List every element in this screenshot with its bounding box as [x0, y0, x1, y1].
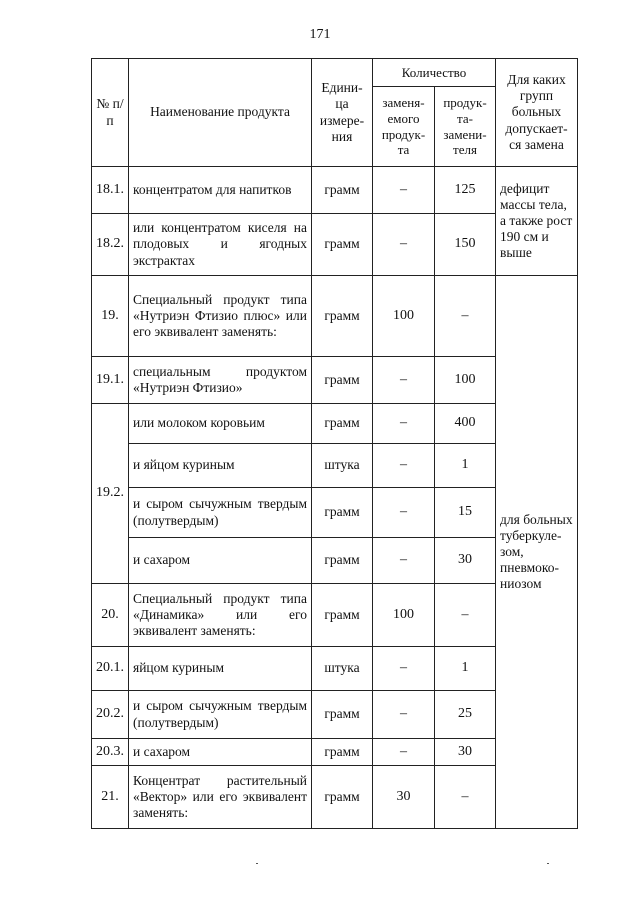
- row-num: 19.: [92, 276, 129, 357]
- row-name: концентратом для напитков: [129, 167, 312, 214]
- row-unit: грамм: [312, 357, 373, 404]
- row-unit: грамм: [312, 584, 373, 647]
- row-replacement: 1: [435, 444, 496, 488]
- row-name: или молоком коровьим: [129, 404, 312, 444]
- row-name: Специальный продукт типа «Динамика» или его эквивалент заменять:: [129, 584, 312, 647]
- row-name: и сыром сычужным твердым (полутвердым): [129, 691, 312, 739]
- row-replacement: 125: [435, 167, 496, 214]
- row-replacement: 30: [435, 739, 496, 766]
- header-replacement: продук- та- замени- теля: [435, 87, 496, 167]
- header-groups: Для каких групп больных допускает- ся замена: [496, 59, 578, 167]
- row-replacement: 15: [435, 488, 496, 538]
- row-replaced: 100: [373, 584, 435, 647]
- row-replaced: –: [373, 691, 435, 739]
- row-unit: штука: [312, 647, 373, 691]
- table-row: [92, 276, 578, 357]
- row-replacement: –: [435, 584, 496, 647]
- row-num: 19.1.: [92, 357, 129, 404]
- header-unit: Едини- ца измере- ния: [312, 59, 373, 167]
- header-num: № п/п: [92, 59, 129, 167]
- row-unit: грамм: [312, 276, 373, 357]
- row-unit: грамм: [312, 404, 373, 444]
- row-replaced: –: [373, 647, 435, 691]
- row-name: и сыром сычужным твердым (полутвердым): [129, 488, 312, 538]
- row-replaced: –: [373, 357, 435, 404]
- header-replaced: заменя- емого продук- та: [373, 87, 435, 167]
- row-num: 20.3.: [92, 739, 129, 766]
- row-unit: грамм: [312, 214, 373, 276]
- row-replacement: 1: [435, 647, 496, 691]
- row-replacement: 400: [435, 404, 496, 444]
- row-name: или концентратом киселя на плодовых и ягодных экстрактах: [129, 214, 312, 276]
- row-replaced: –: [373, 488, 435, 538]
- row-replaced: –: [373, 538, 435, 584]
- row-unit: грамм: [312, 766, 373, 829]
- row-replaced: –: [373, 739, 435, 766]
- row-num: 19.2.: [92, 404, 129, 584]
- row-replacement: 30: [435, 538, 496, 584]
- row-replacement: 25: [435, 691, 496, 739]
- scan-speck: [256, 863, 258, 864]
- row-unit: грамм: [312, 538, 373, 584]
- group-cell-1: дефицит массы тела, а также рост 190 см и выше: [496, 167, 578, 276]
- header-quantity: Количество: [373, 59, 496, 87]
- row-name: яйцом куриным: [129, 647, 312, 691]
- row-replaced: –: [373, 404, 435, 444]
- row-unit: грамм: [312, 739, 373, 766]
- row-replaced: –: [373, 214, 435, 276]
- row-replacement: 150: [435, 214, 496, 276]
- row-num: 18.2.: [92, 214, 129, 276]
- row-num: 20.: [92, 584, 129, 647]
- header-name: Наименование продукта: [129, 59, 312, 167]
- row-unit: грамм: [312, 167, 373, 214]
- page-number: 171: [309, 27, 331, 42]
- row-unit: штука: [312, 444, 373, 488]
- group-cell-2: для больных туберкуле- зом, пневмоко- ниозом: [496, 276, 578, 829]
- row-name: и сахаром: [129, 739, 312, 766]
- row-num: 18.1.: [92, 167, 129, 214]
- row-num: 21.: [92, 766, 129, 829]
- row-num: 20.1.: [92, 647, 129, 691]
- scan-speck: [547, 863, 549, 864]
- row-replacement: 100: [435, 357, 496, 404]
- row-num: 20.2.: [92, 691, 129, 739]
- row-unit: грамм: [312, 691, 373, 739]
- row-unit: грамм: [312, 488, 373, 538]
- row-replaced: –: [373, 444, 435, 488]
- row-name: Специальный продукт типа «Нутриэн Фтизио плюс» или его эквивалент заменять:: [129, 276, 312, 357]
- row-replaced: 30: [373, 766, 435, 829]
- row-replaced: 100: [373, 276, 435, 357]
- row-name: и яйцом куриным: [129, 444, 312, 488]
- row-replacement: –: [435, 276, 496, 357]
- row-name: Концентрат растительный «Вектор» или его эквивалент заменять:: [129, 766, 312, 829]
- row-name: и сахаром: [129, 538, 312, 584]
- row-name: специальным продуктом «Нутриэн Фтизио»: [129, 357, 312, 404]
- product-replacement-table: [91, 58, 578, 829]
- table-row: [92, 167, 578, 214]
- row-replacement: –: [435, 766, 496, 829]
- row-replaced: –: [373, 167, 435, 214]
